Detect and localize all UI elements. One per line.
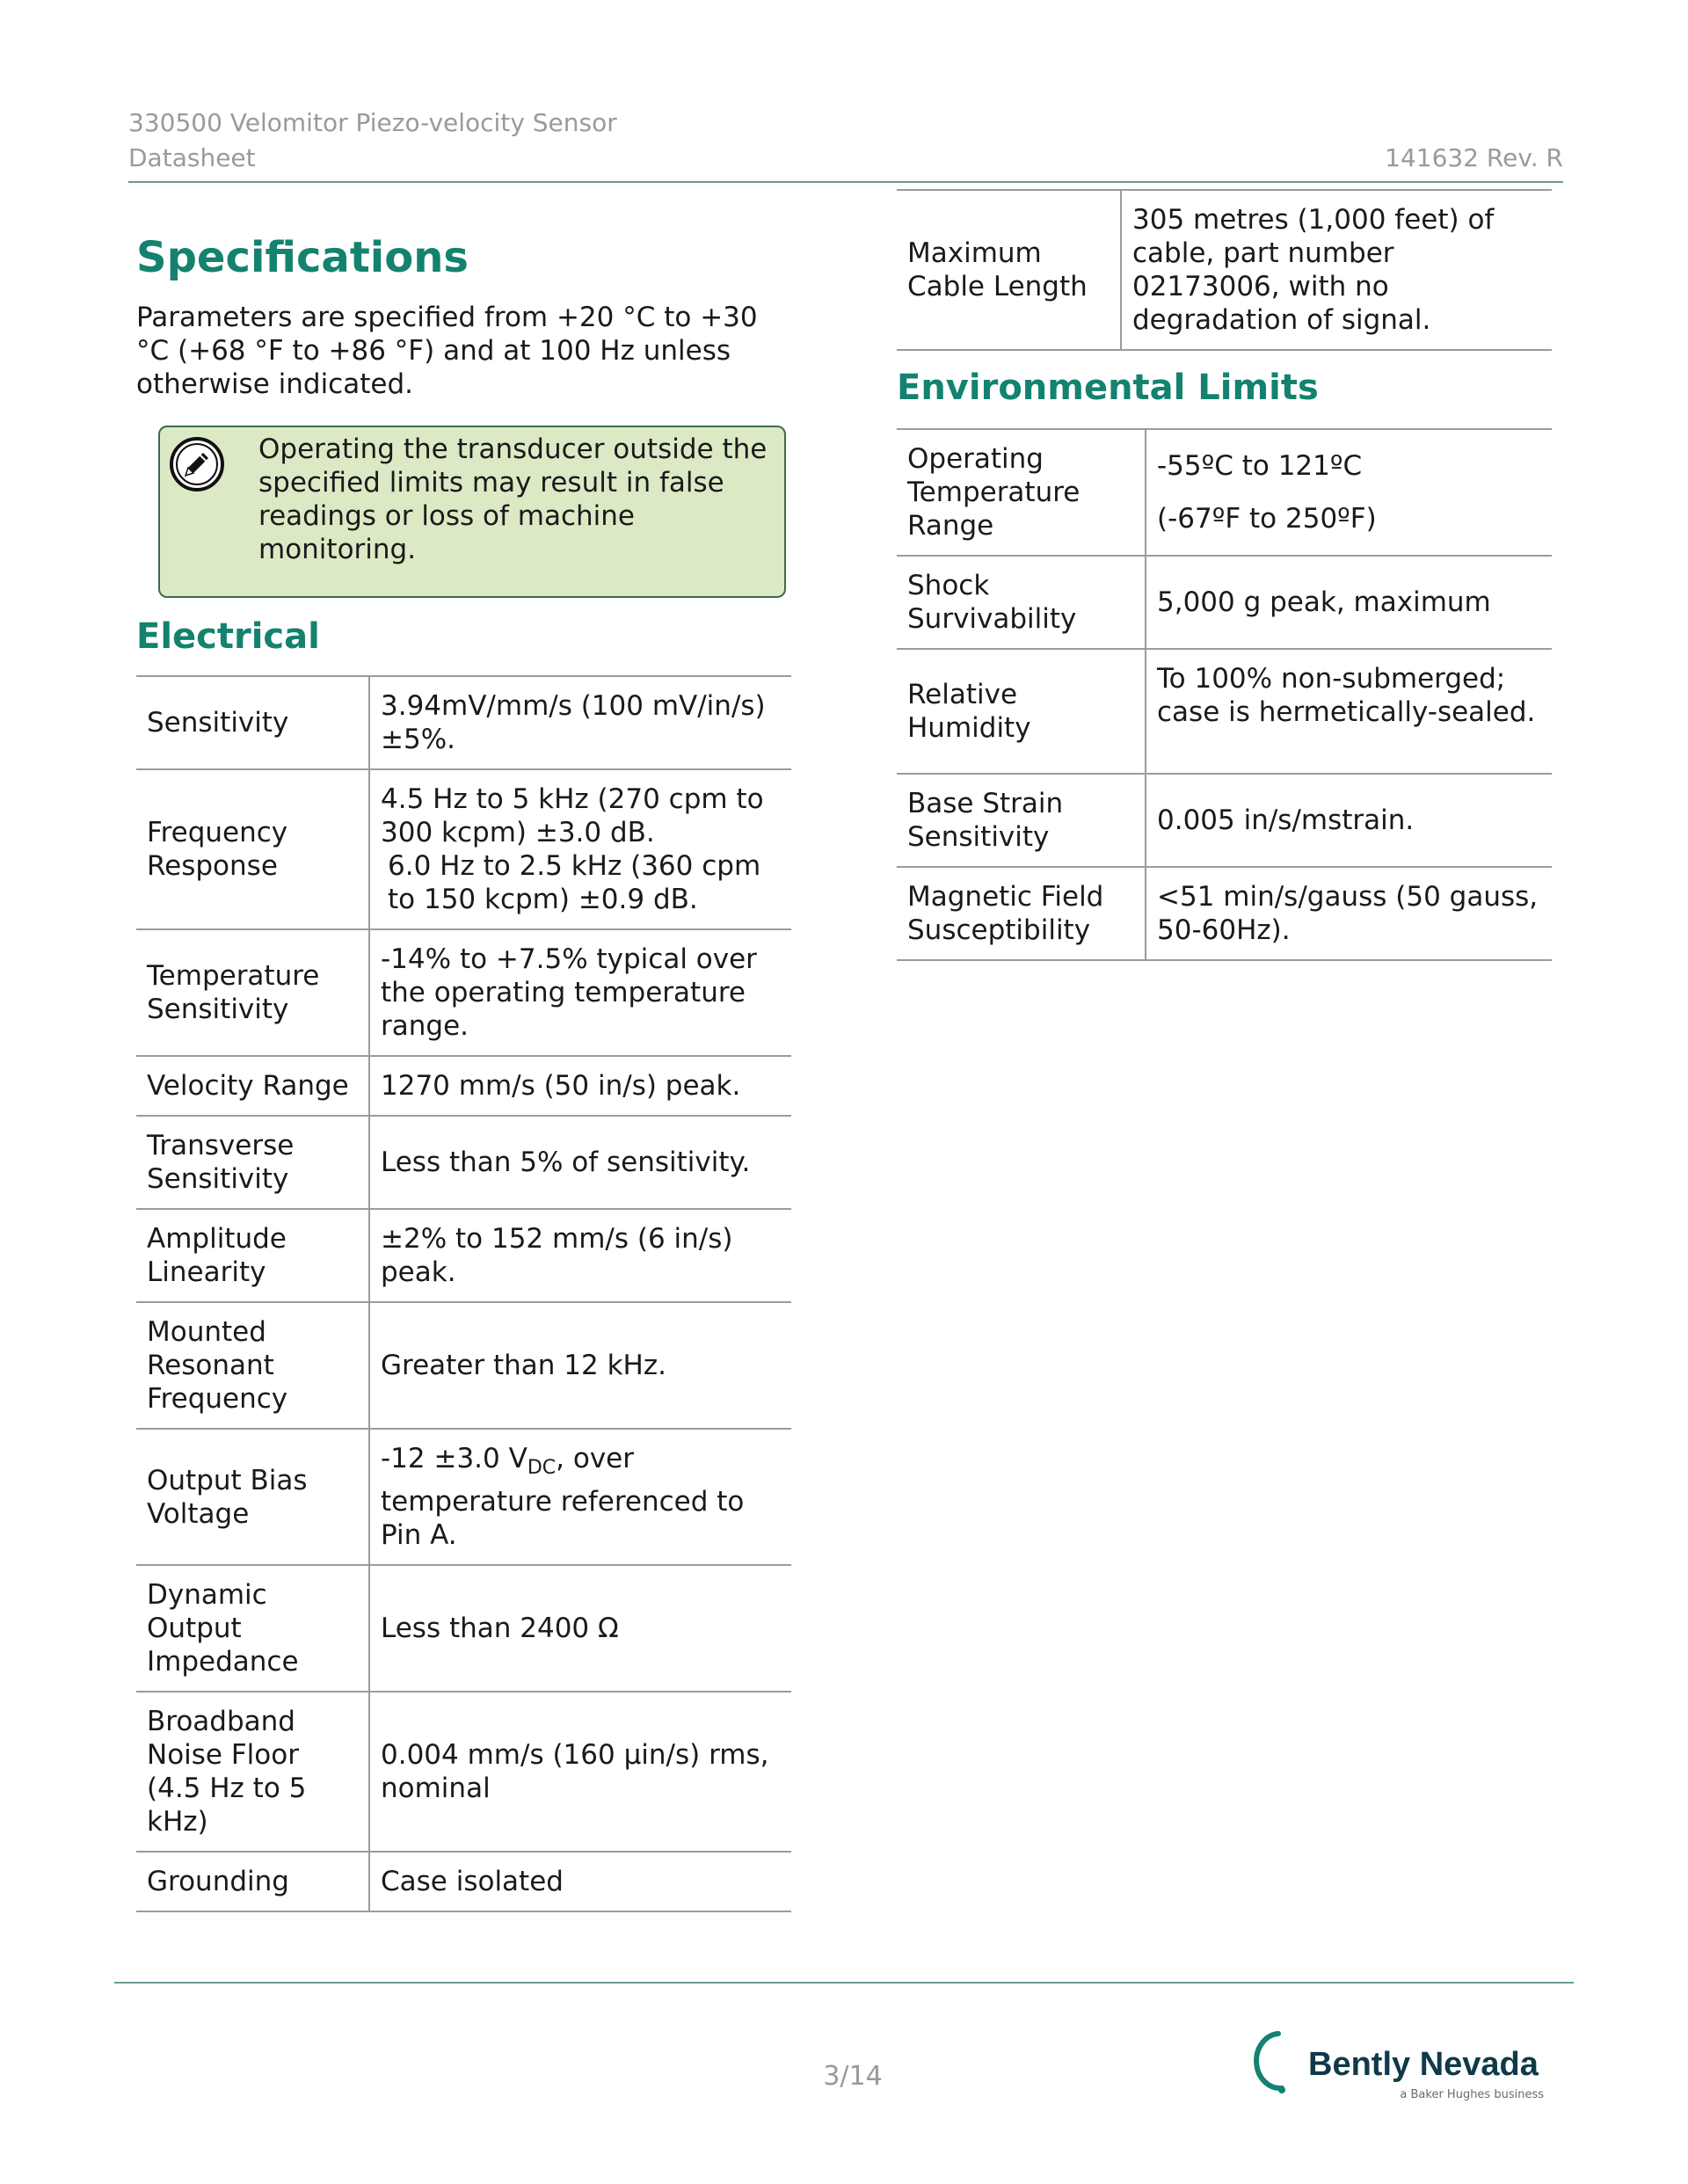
row-value: 5,000 g peak, maximum [1146, 556, 1552, 649]
page-number: 3/14 [823, 2061, 883, 2092]
table-row [897, 867, 1552, 960]
row-label: Dynamic Output Impedance [136, 1565, 369, 1692]
row-label: Operating Temperature Range [897, 429, 1146, 556]
table-row [136, 769, 791, 929]
row-label: Output Bias Voltage [136, 1429, 369, 1565]
table-row [136, 929, 791, 1056]
row-value-line: (-67ºF to 250ºF) [1157, 503, 1377, 535]
electrical-table [136, 675, 791, 1912]
row-value: 1270 mm/s (50 in/s) peak. [369, 1056, 791, 1116]
row-label: Mounted Resonant Frequency [136, 1302, 369, 1429]
row-value: 305 metres (1,000 feet) of cable, part number 02173006, with no degradation of signal. [1121, 190, 1552, 350]
row-value: 0.004 mm/s (160 µin/s) rms, nominal [369, 1692, 791, 1852]
table-row [897, 774, 1552, 867]
table-row [136, 1692, 791, 1852]
cable-table [897, 189, 1552, 351]
row-value [1146, 429, 1552, 556]
table-row [136, 1429, 791, 1565]
table-row [136, 1302, 791, 1429]
document-title: 330500 Velomitor Piezo-velocity Sensor [128, 108, 617, 137]
row-label: Broadband Noise Floor (4.5 Hz to 5 kHz) [136, 1692, 369, 1852]
environmental-heading: Environmental Limits [897, 368, 1319, 408]
row-label: Magnetic Field Susceptibility [897, 867, 1146, 960]
row-label: Shock Survivability [897, 556, 1146, 649]
table-row [897, 649, 1552, 774]
electrical-heading: Electrical [136, 616, 320, 657]
row-value: Less than 2400 Ω [369, 1565, 791, 1692]
row-label: Sensitivity [136, 676, 369, 769]
row-value: To 100% non-submerged; case is hermetically-sealed. [1146, 649, 1552, 774]
brand-mark-icon [1252, 2027, 1301, 2095]
row-value [369, 769, 791, 929]
row-value: ±2% to 152 mm/s (6 in/s) peak. [369, 1209, 791, 1302]
row-label: Base Strain Sensitivity [897, 774, 1146, 867]
table-row [136, 1056, 791, 1116]
brand-tagline: a Baker Hughes business [1400, 2088, 1544, 2101]
warning-note-text: Operating the transducer outside the specified limits may result in false readings or loss of machine monitoring. [258, 433, 768, 565]
brand-logo [1252, 2027, 1551, 2106]
row-value: Case isolated [369, 1852, 791, 1911]
row-label: Grounding [136, 1852, 369, 1911]
specifications-intro: Parameters are specified from +20 °C to +30 °C (+68 °F to +86 °F) and at 100 Hz unless otherwise indicated. [136, 302, 758, 400]
specifications-heading: Specifications [136, 233, 469, 282]
row-label: Relative Humidity [897, 649, 1146, 774]
row-value-line: 4.5 Hz to 5 kHz (270 cpm to 300 kcpm) ±3.0 dB. [381, 783, 764, 848]
document-revision: 141632 Rev. R [1385, 143, 1563, 172]
row-label: Amplitude Linearity [136, 1209, 369, 1302]
value-text: -12 ±3.0 V [381, 1443, 528, 1474]
row-value-line: -55ºC to 121ºC [1157, 450, 1363, 482]
table-row [136, 1852, 791, 1911]
footer-divider [114, 1982, 1574, 1984]
row-value: <51 min/s/gauss (50 gauss, 50-60Hz). [1146, 867, 1552, 960]
page-header [128, 106, 1563, 183]
row-label: Transverse Sensitivity [136, 1116, 369, 1209]
table-row [897, 429, 1552, 556]
row-value [369, 1429, 791, 1565]
table-row [136, 1116, 791, 1209]
row-label: Frequency Response [136, 769, 369, 929]
right-column [897, 189, 1552, 961]
left-column [136, 227, 791, 1912]
table-row [897, 556, 1552, 649]
row-value: 0.005 in/s/mstrain. [1146, 774, 1552, 867]
table-row [136, 1209, 791, 1302]
row-value: Less than 5% of sensitivity. [369, 1116, 791, 1209]
table-row [136, 1565, 791, 1692]
table-row [136, 676, 791, 769]
row-value: -14% to +7.5% typical over the operating temperature range. [369, 929, 791, 1056]
row-label: Temperature Sensitivity [136, 929, 369, 1056]
value-text: , over temperature referenced to Pin A. [381, 1443, 745, 1552]
row-label: Velocity Range [136, 1056, 369, 1116]
row-value-line: 6.0 Hz to 2.5 kHz (360 cpm to 150 kcpm) ±0.9 dB. [388, 850, 761, 915]
table-row [897, 190, 1552, 350]
row-value: Greater than 12 kHz. [369, 1302, 791, 1429]
row-value: 3.94mV/mm/s (100 mV/in/s) ±5%. [369, 676, 791, 769]
value-subscript: DC [527, 1457, 557, 1480]
brand-name: Bently Nevada [1308, 2046, 1539, 2083]
pencil-icon [169, 436, 225, 492]
warning-note [158, 426, 786, 598]
environmental-table [897, 428, 1552, 961]
row-label: Maximum Cable Length [897, 190, 1121, 350]
document-subtitle: Datasheet [128, 143, 256, 172]
